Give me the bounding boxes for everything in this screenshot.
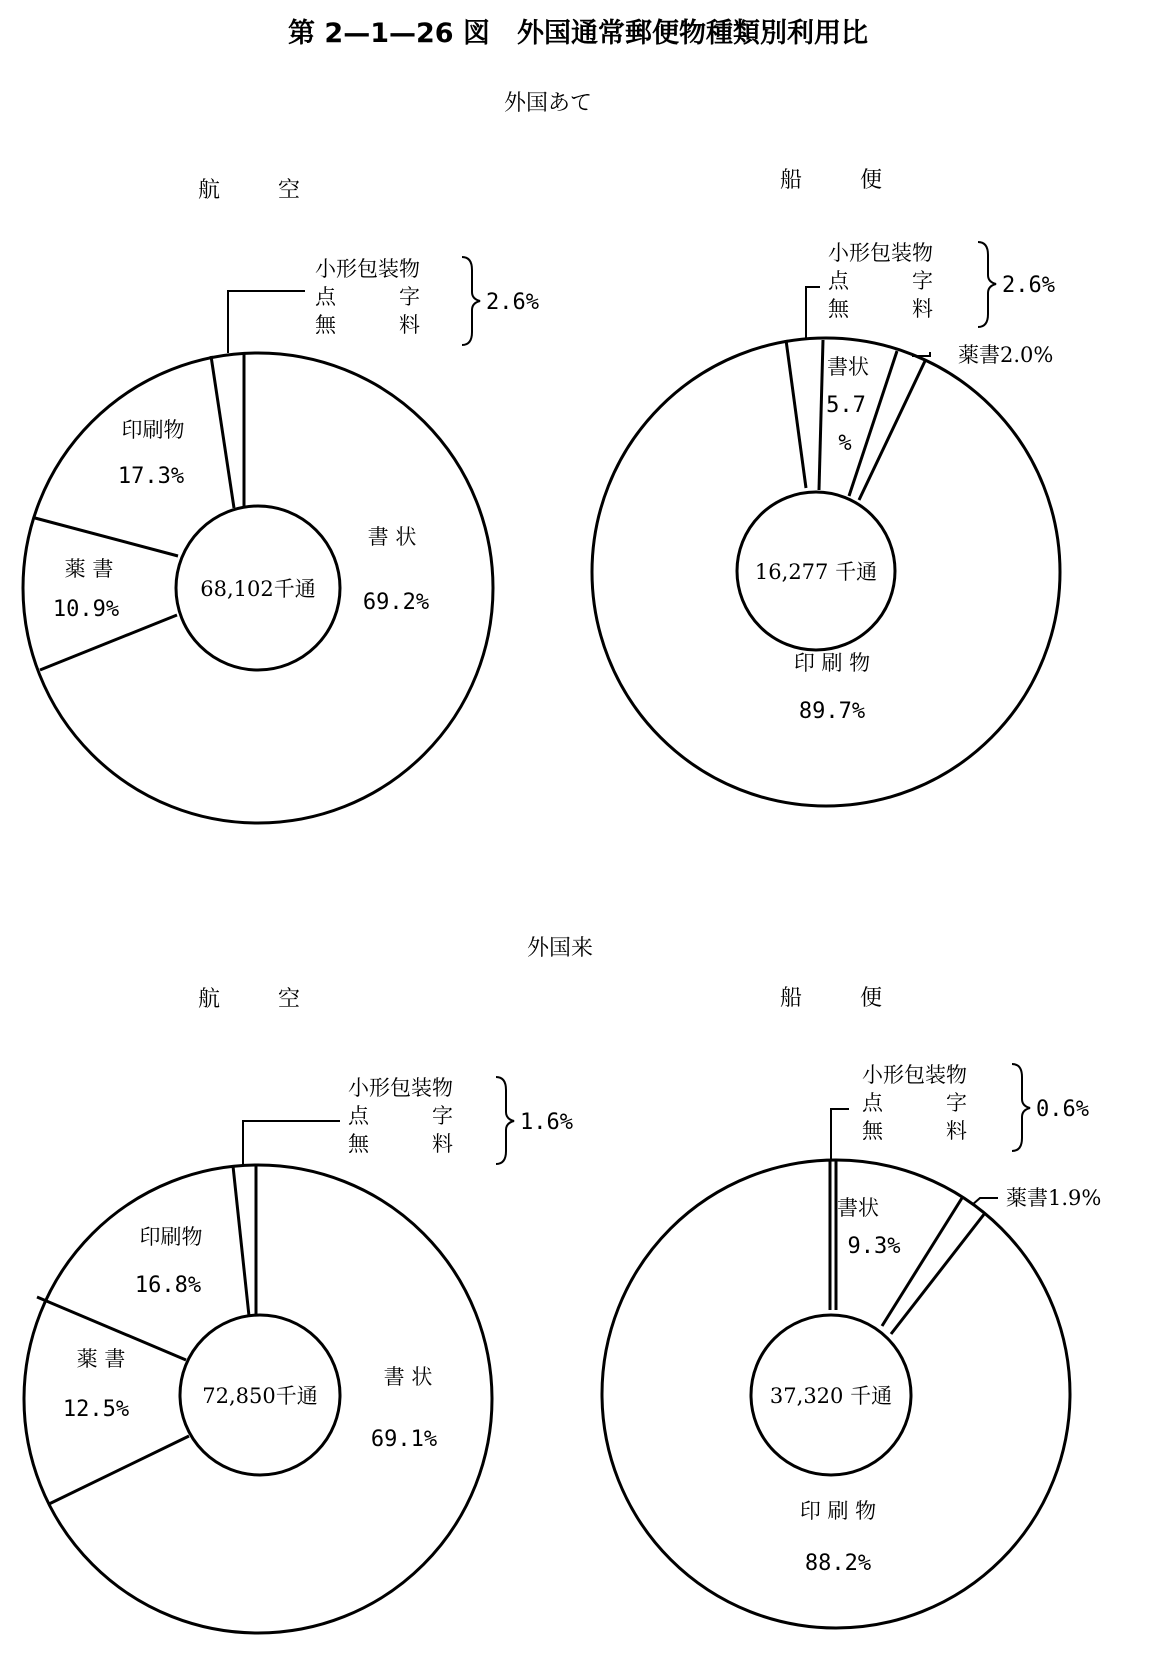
slice-label-shojo: 書状	[837, 1196, 879, 1220]
section-heading-outbound: 外国あて	[503, 91, 593, 116]
small-group-line2: 点 字	[862, 1091, 967, 1115]
small-group-line3: 無 料	[862, 1119, 967, 1143]
slice-label-insatsubutsu: 印 刷 物	[799, 1499, 877, 1523]
slice-value-insatsubutsu: 89.7%	[798, 699, 866, 724]
chart-subtitle: 航 空	[197, 178, 319, 203]
brace	[1012, 1064, 1030, 1151]
slice-value-small-group: 1.6%	[520, 1110, 573, 1135]
chart-outbound-surface	[592, 168, 1060, 806]
chart-inbound-surface	[602, 986, 1101, 1628]
slice-value-insatsubutsu: 17.3%	[117, 464, 185, 489]
slice-value-shojo-num: 5.7	[826, 393, 866, 418]
leader-line	[831, 1109, 849, 1160]
leader-line	[806, 287, 820, 340]
brace	[496, 1077, 514, 1164]
chart-inbound-air	[24, 987, 573, 1633]
leader-line	[972, 1198, 998, 1205]
small-group-line3: 無 料	[315, 313, 420, 337]
section-heading-inbound: 外国来	[526, 936, 594, 961]
slice-value-small-group: 2.6%	[1002, 273, 1055, 298]
small-group-line2: 点 字	[828, 269, 933, 293]
slice-value-shojo: 9.3%	[847, 1234, 901, 1259]
slice-label-yakusho: 薬書2.0%	[958, 343, 1054, 367]
small-group-line1: 小形包装物	[862, 1063, 967, 1087]
slice-label-shojo: 書状	[827, 355, 869, 379]
pie-total-label: 37,320 千通	[769, 1384, 893, 1408]
pie-total-label: 68,102千通	[200, 577, 316, 601]
slice-value-insatsubutsu: 16.8%	[134, 1273, 202, 1298]
brace	[978, 242, 996, 327]
slice-value-shojo-sign: %	[838, 431, 852, 456]
slice-label-yakusho: 薬 書	[76, 1347, 126, 1371]
small-group-line1: 小形包装物	[348, 1076, 453, 1100]
slice-value-shojo: 69.1%	[370, 1427, 438, 1452]
slice-label-yakusho: 薬書1.9%	[1006, 1186, 1102, 1210]
brace	[462, 257, 480, 345]
small-group-line2: 点 字	[348, 1104, 453, 1128]
slice-value-yakusho: 12.5%	[62, 1397, 130, 1422]
small-group-line2: 点 字	[315, 285, 420, 309]
leader-line	[228, 291, 305, 353]
small-group-line1: 小形包装物	[315, 257, 420, 281]
chart-subtitle: 航 空	[197, 987, 319, 1012]
slice-value-shojo: 69.2%	[362, 590, 430, 615]
slice-label-insatsubutsu: 印刷物	[139, 1225, 203, 1249]
slice-label-insatsubutsu: 印 刷 物	[793, 651, 871, 675]
pie-total-label: 72,850千通	[202, 1384, 318, 1408]
slice-value-insatsubutsu: 88.2%	[804, 1551, 872, 1576]
figure-title: 第 2—1—26 図 外国通常郵便物種類別利用比	[288, 18, 868, 49]
chart-subtitle: 船 便	[779, 168, 901, 193]
leader-line	[243, 1121, 340, 1166]
slice-value-small-group: 0.6%	[1036, 1097, 1089, 1122]
slice-label-shojo: 書 状	[367, 525, 417, 549]
small-group-line3: 無 料	[828, 297, 933, 321]
slice-label-insatsubutsu: 印刷物	[121, 418, 185, 442]
small-group-line3: 無 料	[348, 1132, 453, 1156]
small-group-line1: 小形包装物	[828, 241, 933, 265]
chart-outbound-air	[23, 178, 539, 823]
pie-total-label: 16,277 千通	[754, 560, 878, 584]
chart-subtitle: 船 便	[779, 986, 901, 1011]
slice-value-yakusho: 10.9%	[52, 597, 120, 622]
slice-value-small-group: 2.6%	[486, 290, 539, 315]
slice-label-shojo: 書 状	[383, 1365, 433, 1389]
slice-label-yakusho: 薬 書	[64, 557, 114, 581]
